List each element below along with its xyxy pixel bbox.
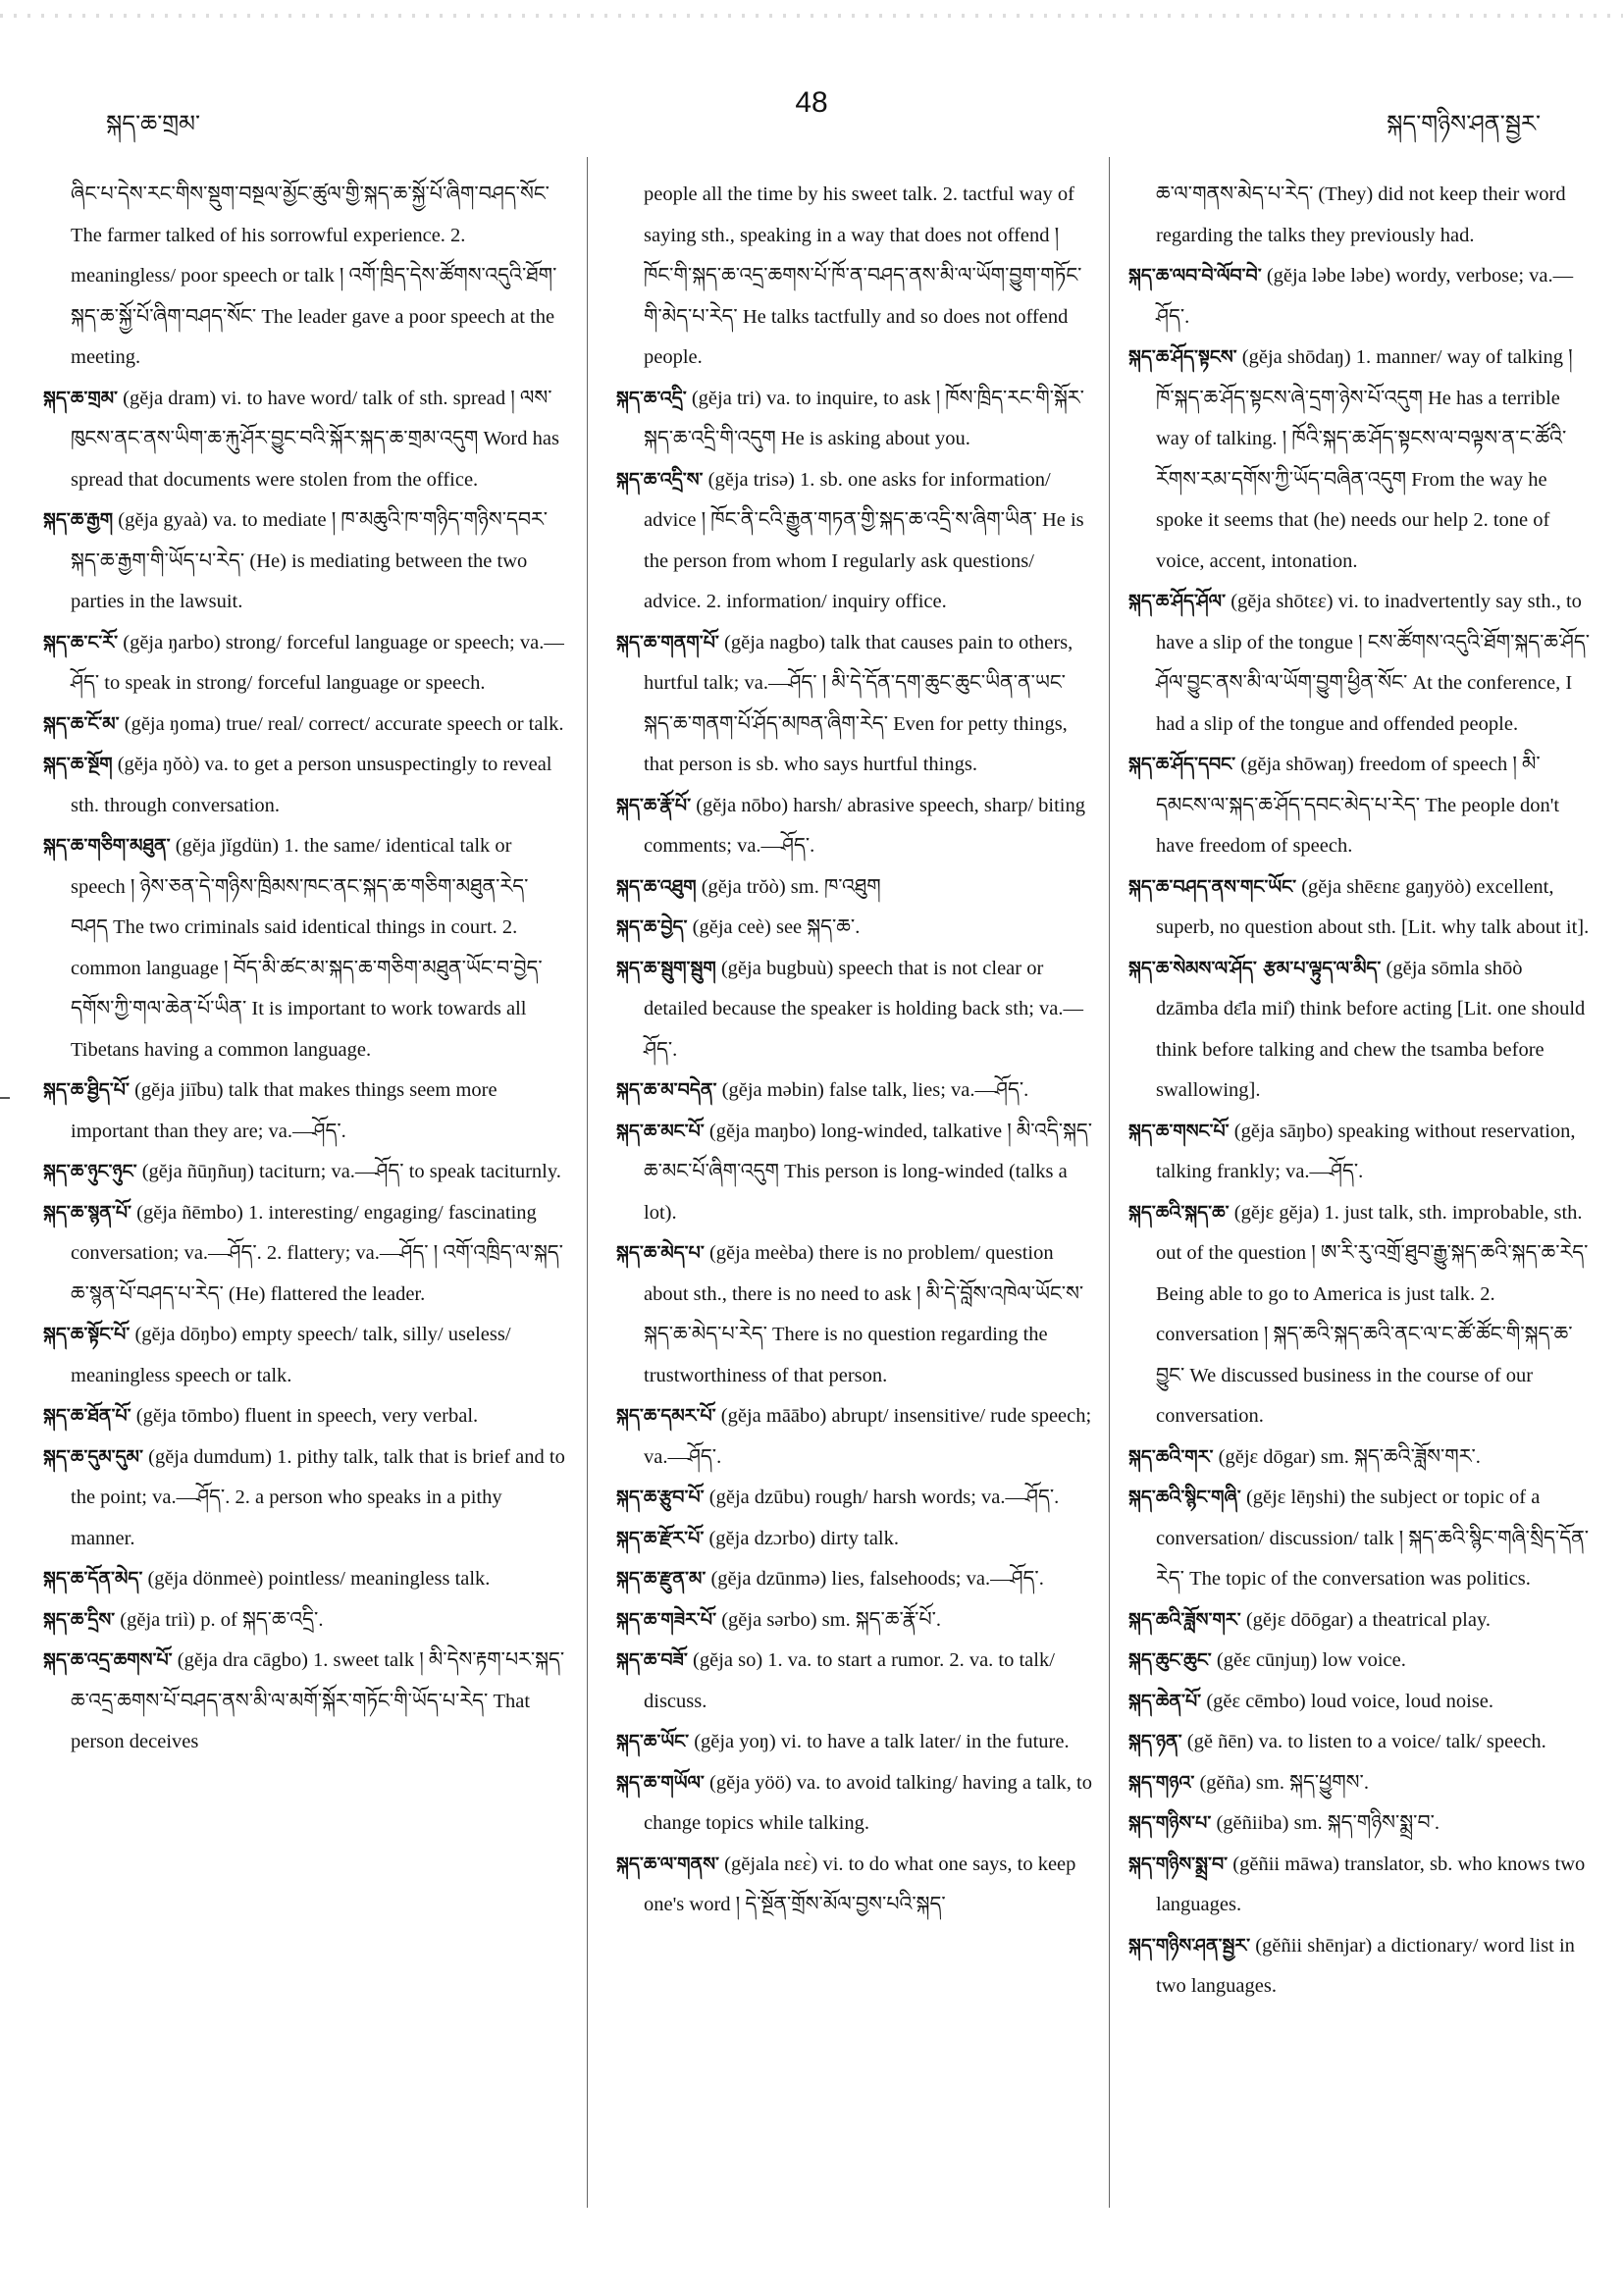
dictionary-entry — [43, 1193, 565, 1316]
entry-definition: (gĕja shēɛnɛ gaŋyöò) excellent, superb, no question about sth. [Lit. why talk about it]. — [1156, 875, 1590, 938]
entry-definition: (gĕja ŋoma) true/ real/ correct/ accurate speech or talk. — [124, 712, 564, 735]
entry-headword: སྐད་ཆ་གསང་པོ་ — [1128, 1120, 1230, 1142]
column-3 — [1128, 175, 1590, 2008]
entry-definition: (gĕja trisə) 1. sb. one asks for information/ advice ། ཁོང་ནི་ངའི་རྒྱུན་གཏན་གྱི་སྐད་ཆ་འདྲི་ས་ཞིག་ཡིན་ He is the person from whom I regularly ask questions/ advice. 2. information/ inquiry office. — [644, 468, 1084, 612]
entry-headword: སྐད་གཉིས་ཤན་སྦྱར་ — [1128, 1934, 1251, 1957]
entry-definition: (gĕja tri) va. to inquire, to ask ། ཁོས་ཁྲིད་རང་གི་སྐོར་སྐད་ཆ་འདྲི་གི་འདུག He is asking about you. — [644, 387, 1084, 449]
dictionary-entry — [43, 1070, 565, 1152]
entry-definition: (gĕja jĭgdün) 1. the same/ identical talk or speech ། ཉེས་ཅན་དེ་གཉིས་ཁྲིམས་ཁང་ནང་སྐད་ཆ་གཅིག་མཐུན་རེད་བཤད The two criminals said identical things in court. 2. common language ། བོད་མི་ཚང་མ་སྐད་ཆ་གཅིག་མཐུན་ཡོང་བ་བྱེད་དགོས་ཀྱི་གལ་ཆེན་པོ་ཡིན་ It is important to work towards all Tibetans having a common language. — [71, 835, 543, 1061]
entry-headword: སྐད་ཆ་བཟོ་ — [616, 1649, 688, 1671]
dictionary-entry — [1128, 1112, 1590, 1193]
dictionary-entry — [616, 1519, 1093, 1560]
dictionary-entry — [616, 867, 1093, 909]
entry-headword: སྐད་ཆ་གཅིག་མཐུན་ — [43, 835, 171, 857]
entry-definition: (gĕja māābo) abrupt/ insensitive/ rude speech; va.—ཤོད་. — [644, 1405, 1092, 1468]
dictionary-entry — [1128, 1682, 1590, 1723]
entry-definition: (gĕja tōmbo) fluent in speech, very verbal. — [135, 1405, 479, 1427]
entry-definition: (gĕja jiību) talk that makes things seem more important than they are; va.—ཤོད་. — [71, 1079, 497, 1142]
entry-headword: སྐད་ཆའི་སྙིང་གཞི་ — [1128, 1487, 1241, 1508]
entry-headword: སྐད་ཆུང་ཆུང་ — [1128, 1649, 1212, 1671]
column-rule — [1109, 157, 1110, 2208]
entry-headword: སྐད་ཆ་གཡོལ་ — [616, 1771, 705, 1794]
entry-definition: (gĕja dumdum) 1. pithy talk, talk that is brief and to the point; va.—ཤོད་. 2. a person who speaks in a pithy manner. — [71, 1445, 565, 1549]
entry-definition: (gĕɛ cūnjuŋ) low voice. — [1216, 1649, 1406, 1671]
dictionary-entry — [43, 745, 565, 826]
entry-headword: སྐད་ཆ་སྟོང་པོ་ — [43, 1324, 131, 1345]
entry-headword: སྐད་ཆ་གནག་པོ་ — [616, 631, 719, 653]
dictionary-entry — [43, 704, 565, 746]
dictionary-entry — [43, 623, 565, 704]
dictionary-entry — [616, 1559, 1093, 1600]
entry-headword: སྐད་ཆ་སྦུག་སྦུག — [616, 957, 716, 979]
dictionary-entry — [616, 1396, 1093, 1478]
dictionary-entry — [616, 1641, 1093, 1722]
dictionary-entry — [616, 1763, 1093, 1845]
entry-headword: སྐད་ཆ་དམར་པོ་ — [616, 1405, 716, 1427]
entry-headword: སྐད་ཆ་གཟེར་པོ་ — [616, 1608, 717, 1631]
entry-definition: (gĕja ñēmbo) 1. interesting/ engaging/ fascinating conversation; va.—ཤོད་. 2. flattery; va.—ཤོད་ ། འགོ་འཁྲིད་ལ་སྐད་ཆ་སྙན་པོ་བཤད་པ་རེད་ (He) flattered the leader. — [71, 1201, 563, 1305]
dictionary-entry — [616, 786, 1093, 867]
entry-headword: སྐད་ཉན་ — [1128, 1731, 1182, 1752]
dictionary-entry — [43, 1559, 565, 1600]
scan-top-marks — [0, 14, 1623, 18]
entry-definition: (gĕja meèba) there is no problem/ question about sth., there is no need to ask ། མི་དེ་བློས་འཁེལ་ཡོང་ས་སྐད་ཆ་མེད་པ་རེད་ There is no question regarding the trustworthiness of that person. — [644, 1242, 1084, 1386]
entry-headword: སྐད་ཆ་རྩུབ་པོ་ — [616, 1487, 705, 1508]
continued-entry-text: people all the time by his sweet talk. 2. tactful way of saying sth., speaking in a way that does not offend ། ཁོང་གི་སྐད་ཆ་འདྲ་ཆགས་པོ་ཁོ་ན་བཤད་ནས་མི་ལ་ཡོག་བྱུག་གཏོང་གི་མེད་པ་རེད་ He talks tactfully and so does not offend people. — [644, 183, 1082, 368]
entry-definition: (gĕja yoŋ) vi. to have a talk later/ in the future. — [694, 1731, 1070, 1752]
dictionary-entry — [1128, 1763, 1590, 1804]
entry-headword: སྐད་ཆ་ཡོང་ — [616, 1731, 690, 1752]
entry-headword: སྐད་ཆ་རྣོ་པོ་ — [616, 794, 692, 816]
dictionary-entry — [1128, 1845, 1590, 1926]
entry-headword: སྐད་ཆ་རྫོར་པོ་ — [616, 1527, 705, 1549]
dictionary-entry — [616, 460, 1093, 623]
entry-headword: སྐད་གཉའ་ — [1128, 1771, 1195, 1794]
entry-definition: (gĕja ləbe ləbe) wordy, verbose; va.—ཤོད་. — [1156, 265, 1574, 328]
dictionary-entry — [616, 623, 1093, 786]
entry-definition: (gĕja shōwaŋ) freedom of speech ། མི་དམངས་ལ་སྐད་ཆ་ཤོད་དབང་མེད་པ་རེད་ The people don't have freedom of speech. — [1156, 754, 1560, 857]
dictionary-entry — [1128, 745, 1590, 867]
dictionary-entry — [1128, 338, 1590, 582]
entry-headword: སྐད་ཆ་ཤོད་སྟངས་ — [1128, 346, 1237, 368]
entry-definition: (gĕja trŏò) sm. ཁ་འཐུག — [701, 875, 881, 898]
entry-definition: (gĕja yöö) va. to avoid talking/ having a talk, to change topics while talking. — [644, 1771, 1092, 1834]
entry-headword: སྐད་ཆ་རྒྱག — [43, 509, 114, 531]
dictionary-entry — [1128, 1437, 1590, 1479]
dictionary-entry — [1128, 1926, 1590, 2008]
entry-definition: (gĕja məbin) false talk, lies; va.—ཤོད་. — [721, 1079, 1029, 1101]
entry-definition: (gĕja dram) vi. to have word/ talk of sth. spread ། ལས་ཁུངས་ནང་ནས་ཡིག་ཆ་རྐུ་ཤོར་བྱུང་བའི་སྐོར་སྐད་ཆ་གྲམ་འདུག Word has spread that documents were stolen from the office. — [71, 387, 559, 491]
entry-definition: (gĕja sōmla shōò dzāmba dɛ̄la mii̊) think before acting [Lit. one should think before talking and chew the tsamba before swallowing]. — [1156, 957, 1586, 1101]
entry-headword: སྐད་ཆ་ལ་གནས་ — [616, 1852, 720, 1875]
dictionary-entry — [616, 1070, 1093, 1112]
entry-definition: (gĕja dzɔrbo) dirty talk. — [708, 1527, 899, 1549]
dictionary-entry — [1128, 1803, 1590, 1845]
entry-definition: (gĕñiiba) sm. སྐད་གཉིས་སྨྲ་བ་. — [1216, 1812, 1440, 1834]
continued-entry-text: ཆ་ལ་གནས་མེད་པ་རེད་ (They) did not keep their word regarding the talks they previously had. — [1156, 183, 1566, 246]
entry-definition: (gĕja sāŋbo) speaking without reservation, talking frankly; va.—ཤོད་. — [1156, 1120, 1576, 1182]
column-rule — [587, 157, 588, 2208]
dictionary-entry — [43, 1152, 565, 1193]
entry-headword: སྐད་ཆ་རྫུན་མ་ — [616, 1568, 707, 1590]
entry-headword: སྐད་ཆ་ངོ་མ་ — [43, 712, 120, 735]
page-number: 48 — [795, 86, 828, 119]
dictionary-entry — [1128, 1641, 1590, 1682]
entry-headword: སྐད་ཆ་མང་པོ་ — [616, 1120, 705, 1142]
entry-headword: སྐད་ཆ་མ་བདེན་ — [616, 1079, 717, 1101]
entry-definition: (gĕja nōbo) harsh/ abrasive speech, sharp/ biting comments; va.—ཤོད་. — [644, 794, 1085, 857]
entry-definition: (gĕja dzūbu) rough/ harsh words; va.—ཤོད་. — [708, 1487, 1060, 1508]
entry-definition: (gĕjala nɛɛ̀) vi. to do what one says, to keep one's word ། དེ་སྔོན་གྲོས་མོལ་བྱས་པའི་སྐད་ — [644, 1852, 1076, 1915]
entry-headword: སྐད་ཆ་ཉུང་ཉུང་ — [43, 1161, 137, 1182]
entry-definition: (gĕja dzūnmə) lies, falsehoods; va.—ཤོད་. — [710, 1568, 1044, 1590]
entry-headword: སྐད་ཆ་དོན་མེད་ — [43, 1568, 143, 1590]
entry-headword: སྐད་ཆེན་པོ་ — [1128, 1690, 1202, 1712]
entry-definition: (gĕja triì) p. of སྐད་ཆ་འདྲི་. — [120, 1608, 324, 1631]
entry-definition: (gĕñii māwa) translator, sb. who knows two languages. — [1156, 1852, 1586, 1915]
entry-definition: (gĕja ŋarbo) strong/ forceful language or speech; va.—ཤོད་ to speak in strong/ forceful language or speech. — [71, 631, 564, 694]
entry-headword: སྐད་ཆ་སྔོག — [43, 754, 113, 775]
entry-definition: (gĕɛ cēmbo) loud voice, loud noise. — [1206, 1690, 1493, 1712]
dictionary-entry — [43, 1600, 565, 1642]
entry-definition: (gĕjɛ dōgar) sm. སྐད་ཆའི་ཟློས་གར་. — [1218, 1445, 1481, 1468]
dictionary-entry — [616, 1478, 1093, 1519]
entry-definition: (gĕja nagbo) talk that causes pain to others, hurtful talk; va.—ཤོད་ ། མི་དེ་དོན་དག་ཆུང་ཆུང་ཡིན་ན་ཡང་སྐད་ཆ་གནག་པོ་ཤོད་མཁན་ཞིག་རེད་ Even for petty things, that person is sb. who says hurtful things. — [644, 631, 1073, 775]
entry-headword: སྐད་གཉིས་སྨྲ་བ་ — [1128, 1852, 1229, 1875]
entry-definition: (gĕjɛ lēŋshi) the subject or topic of a conversation/ discussion/ talk ། སྐད་ཆའི་སྙིང་གཞི་སྲིད་དོན་རེད་ The topic of the conversation was politics. — [1156, 1487, 1590, 1590]
dictionary-entry — [616, 1722, 1093, 1763]
entry-definition: (gĕ ñēn) va. to listen to a voice/ talk/ speech. — [1186, 1731, 1546, 1752]
dictionary-entry — [616, 949, 1093, 1071]
dictionary-entry — [1128, 1478, 1590, 1600]
entry-definition: (gĕja ŋŏò) va. to get a person unsuspectingly to reveal sth. through conversation. — [71, 754, 552, 816]
entry-headword: སྐད་ཆ་ཤོད་ཤོལ་ — [1128, 591, 1227, 612]
entry-headword: སྐད་ཆ་འཐུག — [616, 875, 697, 898]
entry-definition: (gĕja sərbo) sm. སྐད་ཆ་རྣོ་པོ་. — [721, 1608, 942, 1631]
dictionary-entry — [1128, 1600, 1590, 1642]
margin-tick — [0, 1097, 10, 1099]
entry-headword: སྐད་ཆ་ཐྱིད་པོ་ — [43, 1079, 130, 1101]
entry-headword: སྐད་ཆ་སྙན་པོ་ — [43, 1201, 132, 1224]
dictionary-entry — [616, 1112, 1093, 1234]
entry-headword: སྐད་ཆ་བཤད་ནས་གང་ཡོང་ — [1128, 875, 1297, 898]
dictionary-entry — [43, 1315, 565, 1396]
entry-definition: (gĕja dra cāgbo) 1. sweet talk ། མི་དེས་རྟག་པར་སྐད་ཆ་འདྲ་ཆགས་པོ་བཤད་ནས་མི་ལ་མགོ་སྐོར་གཏོང་གི་ཡོད་པ་རེད་ That person deceives — [71, 1649, 565, 1752]
entry-definition: (gĕña) sm. སྐད་ཕྱུགས་. — [1199, 1771, 1369, 1794]
entry-headword: སྐད་གཉིས་པ་ — [1128, 1812, 1212, 1834]
entry-definition: (gĕja gyaà) va. to mediate ། ཁ་མཆུའི་ཁ་གཉིད་གཉིས་དབར་སྐད་ཆ་རྒྱག་གི་ཡོད་པ་རེད་ (He) is mediating between the two parties in the lawsuit. — [71, 509, 549, 612]
entry-definition: (gĕja ñūŋñuŋ) taciturn; va.—ཤོད་ to speak taciturnly. — [141, 1161, 561, 1182]
entry-definition: (gĕja shōdaŋ) 1. manner/ way of talking ། ཁོ་སྐད་ཆ་ཤོད་སྟངས་ཞེ་དྲག་ཉེས་པོ་འདུག He has a terrible way of talking. ། ཁོའི་སྐད་ཆ་ཤོད་སྟངས་ལ་བལྟས་ན་ང་ཚོའི་རོགས་རམ་དགོས་ཀྱི་ཡོད་བཞིན་འདུག From the way he spoke it seems that (he) needs our help 2. tone of voice, accent, intonation. — [1156, 346, 1573, 572]
entry-headword: སྐད་ཆ་ཐོན་པོ་ — [43, 1405, 131, 1427]
dictionary-entry — [43, 826, 565, 1070]
entry-headword: སྐད་ཆ་འདྲི་ — [616, 387, 687, 409]
entry-headword: སྐད་ཆ་དྲིས་ — [43, 1608, 116, 1631]
entry-definition: (gĕja bugbuù) speech that is not clear or detailed because the speaker is holding back sth; va.—ཤོད་. — [644, 957, 1084, 1061]
dictionary-entry — [1128, 1193, 1590, 1437]
entry-headword: སྐད་ཆ་ལབ་བེ་ལོབ་བེ་ — [1128, 265, 1262, 287]
continued-entry-text: ཞིང་པ་དེས་རང་གིས་སྡུག་བསྔལ་མྱོང་ཚུལ་གྱི་སྐད་ཆ་སྐྱོ་པོ་ཞིག་བཤད་སོང་ The farmer talked of his sorrowful experience. 2. meaningless/ poor speech or talk ། འགོ་ཁྲིད་དེས་ཚོགས་འདུའི་ཐོག་སྐད་ཆ་སྐྱོ་པོ་ཞིག་བཤད་སོང་ The leader gave a poor speech at the meeting. — [71, 183, 557, 368]
dictionary-entry — [616, 1600, 1093, 1642]
entry-headword: སྐད་ཆའི་སྐད་ཆ་ — [1128, 1201, 1230, 1224]
entry-headword: སྐད་ཆ་འདྲ་ཆགས་པོ་ — [43, 1649, 173, 1671]
dictionary-entry — [1128, 1722, 1590, 1763]
entry-definition: (gĕja shōtɛɛ) vi. to inadvertently say sth., to have a slip of the tongue ། ངས་ཚོགས་འདུའི་ཐོག་སྐད་ཆ་ཤོད་ཤོལ་བྱུང་ནས་མི་ལ་ཡོག་བྱུག་ཕྱིན་སོང་ At the conference, I had a slip of the tongue and offended people. — [1156, 591, 1591, 735]
entry-definition: (gĕja dönmeè) pointless/ meaningless talk. — [147, 1568, 491, 1590]
entry-headword: སྐད་ཆ་མེད་པ་ — [616, 1242, 705, 1264]
entry-definition: (gĕñii shēnjar) a dictionary/ word list in two languages. — [1156, 1934, 1575, 1997]
dictionary-entry — [1128, 867, 1590, 949]
dictionary-entry — [1128, 256, 1590, 338]
dictionary-entry — [616, 379, 1093, 460]
entry-headword: སྐད་ཆའི་ཟློས་གར་ — [1128, 1608, 1241, 1631]
dictionary-entry — [43, 379, 565, 501]
running-head-left: སྐད་ཆ་གྲམ་ — [106, 110, 201, 137]
entry-headword: སྐད་ཆའི་གར་ — [1128, 1445, 1214, 1468]
dictionary-entry — [616, 1845, 1093, 1926]
column-1 — [43, 175, 565, 1763]
entry-headword: སྐད་ཆ་ང་རོ་ — [43, 631, 119, 653]
dictionary-entry — [43, 1396, 565, 1437]
dictionary-entry — [43, 500, 565, 623]
entry-definition: (gĕja so) 1. va. to start a rumor. 2. va. to talk/ discuss. — [644, 1649, 1055, 1712]
dictionary-entry — [1128, 582, 1590, 745]
dictionary-entry — [1128, 949, 1590, 1112]
entry-definition: (gĕjɛ dōōgar) a theatrical play. — [1245, 1608, 1492, 1631]
entry-definition: (gĕjɛ gĕja) 1. just talk, sth. improbable, sth. out of the question ། ཨ་རི་རུ་འགྲོ་ཐུབ་རྒྱུ་སྐད་ཆའི་སྐད་ཆ་རེད་ Being able to go to America is just talk. 2. conversation ། སྐད་ཆའི་སྐད་ཆའི་ནང་ལ་ང་ཚོ་ཚོང་གི་སྐད་ཆ་བྱུང་ We discussed business in the course of our conversation. — [1156, 1201, 1589, 1427]
entry-headword: སྐད་ཆ་བྱེད་ — [616, 916, 688, 938]
dictionary-entry — [616, 908, 1093, 949]
dictionary-entry — [616, 1233, 1093, 1396]
page-header — [0, 86, 1623, 145]
dictionary-entry — [43, 1641, 565, 1763]
entry-definition: (gĕja maŋbo) long-winded, talkative ། མི་འདི་སྐད་ཆ་མང་པོ་ཞིག་འདུག This person is long-winded (talks a lot). — [644, 1120, 1093, 1224]
column-2 — [616, 175, 1093, 1926]
entry-headword: སྐད་ཆ་ཤོད་དབང་ — [1128, 754, 1236, 775]
entry-definition: (gĕja ceè) see སྐད་ཆ་. — [692, 916, 861, 938]
entry-headword: སྐད་ཆ་གྲམ་ — [43, 387, 119, 409]
entry-headword: སྐད་ཆ་འདྲི་ས་ — [616, 468, 704, 491]
entry-headword: སྐད་ཆ་དུམ་དུམ་ — [43, 1445, 143, 1468]
entry-definition: (gĕja dōŋbo) empty speech/ talk, silly/ useless/ meaningless speech or talk. — [71, 1324, 511, 1386]
entry-headword: སྐད་ཆ་སེམས་ལ་ཤོད་ རྩམ་པ་ལྟུད་ལ་མིད་ — [1128, 957, 1382, 979]
dictionary-entry — [43, 1437, 565, 1560]
running-head-right: སྐད་གཉིས་ཤན་སྦྱར་ — [1387, 110, 1541, 137]
